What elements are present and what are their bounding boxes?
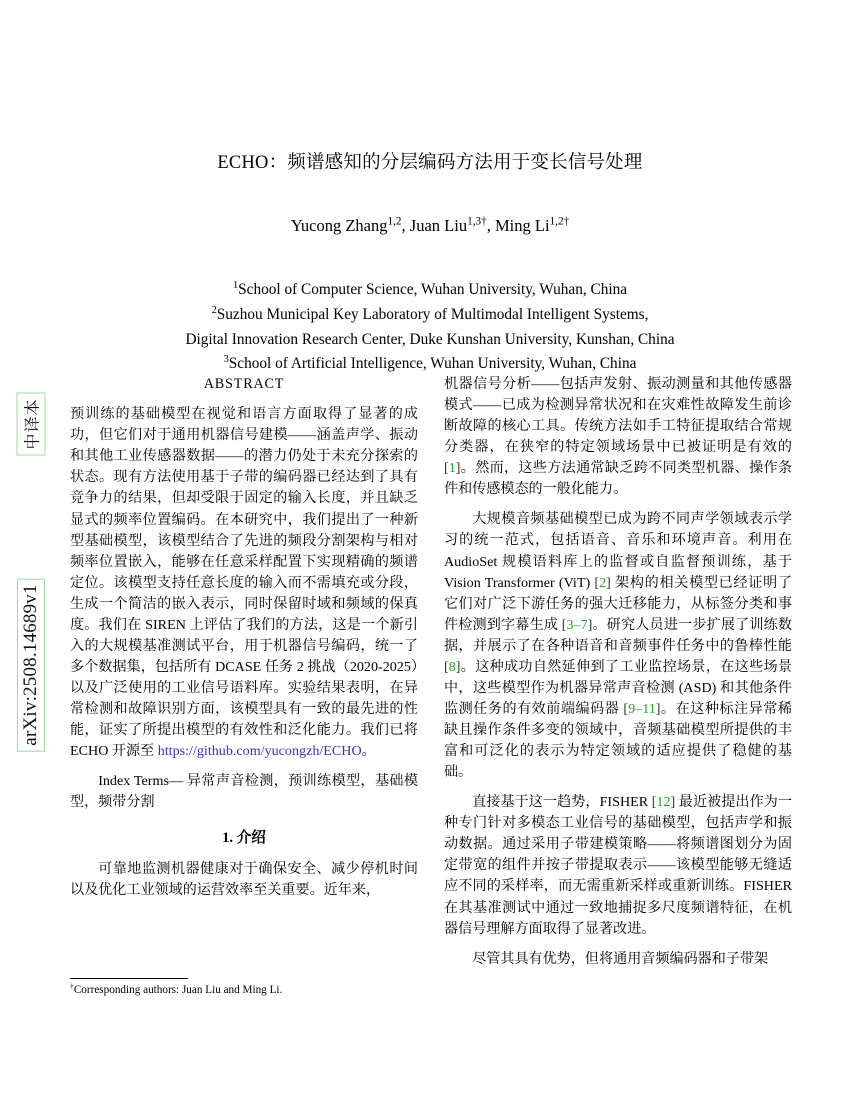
paper-header (70, 0, 790, 377)
right-paragraph-4: 尽管其具有优势，但将通用音频编码器和子带架 (472, 950, 769, 967)
paragraph-text: 架构的相关模型已经证明了它们对广泛下游任务的强大迁移能力，从标签分类和事件检测到字幕生成 (444, 574, 792, 633)
affiliation-block (70, 278, 790, 377)
right-paragraph-1 (444, 374, 792, 500)
translation-badge: 中译本 (17, 392, 46, 455)
paragraph-text: 直接基于这一趋势，FISHER (472, 794, 652, 811)
paragraph-text: 大规模音频基础模型已成为跨不同声学领域表示学习的统一范式，包括语音、音乐和环境声音。利用在 AudioSet 规模语料库上的监督或自监督预训练，基于 Vision Transformer (ViT) (444, 511, 792, 591)
citation-ref[interactable]: [3–7] (561, 616, 593, 633)
body-columns (70, 374, 792, 1034)
abstract-text: 预训练的基础模型在视觉和语言方面取得了显著的成功，但它们对于通用机器信号建模——涵盖声学、振动和其他工业传感器数据——的潜力仍处于未充分探索的状态。现有方法使用基于子带的编码器已经达到了具有竞争力的结果，但却受限于固定的输入长度，并且缺乏显式的频率位置编码。在本研究中，我们提出了一种新型基础模型，该模型结合了先进的频段分割架构与相对频率位置嵌入，能够在任意采样配置下实现精确的频谱定位。该模型支持任意长度的输入而不需填充或分段，生成一个简洁的嵌入表示，同时保留时域和频域的保真度。我们在 SIREN 上评估了我们的方法，这是一个新引入的大规模基准测试平台，用于机器信号编码，统一了多个数据集，包括所有 DCASE 任务 2 挑战（2020-2025）以及广泛使用的工业信号语料库。实验结果表明，在异常检测和故障识别方面，该模型具有一致的最先进的性能，证实了所提出模型的有效性和泛化能力。我们已将 ECHO 开源至 (70, 406, 418, 760)
arxiv-id-badge[interactable]: arXiv:2508.14689v1 (17, 578, 45, 751)
affiliation-marker: 1 (232, 279, 239, 291)
paper-title-text: ECHO：频谱感知的分层编码方法用于变长信号处理 (217, 153, 643, 173)
abstract-heading: ABSTRACT (203, 376, 285, 392)
paragraph-text: 。然而，这些方法通常缺乏跨不同类型机器、操作条件和传感模态的一般化能力。 (444, 460, 792, 498)
affiliation-line: $^2$Suzhou Municipal Key Laboratory of Multimodal Intelligent Systems, (211, 304, 649, 323)
index-terms-label: Index Terms— (98, 773, 184, 790)
left-column (70, 374, 418, 901)
citation-ref[interactable]: [1] (444, 460, 461, 477)
footnote-divider (70, 978, 188, 979)
abstract-paragraph (70, 404, 418, 762)
citation-number: 9–11 (628, 700, 656, 717)
author-list: Yucong Zhang$^{1,2}$, Juan Liu$^{1,3\dagger}$, Ming $Li^{1,2\dagger}$ (290, 215, 570, 235)
author-affil-marker: 1,3† (467, 215, 487, 228)
citation-number: 12 (656, 794, 671, 811)
citation-ref[interactable]: [8] (444, 658, 461, 675)
citation-ref[interactable]: [2] (594, 574, 611, 591)
paragraph-text: 。这种成功自然延伸到了工业监控场景，在这些场景中，这些模型作为机器异常声音检测 (ASD) 和其他条件监测任务的有效前端编码器 (444, 658, 792, 717)
citation-number: 3–7 (566, 616, 588, 633)
paragraph-text: 机器信号分析——包括声发射、振动测量和其他传感器模式——已成为检测异常状况和在灾难性故障发生前诊断故障的核心工具。传统方法如手工特征提取结合常规分类器，在狭窄的特定领域场景中已被证明是有效的 (444, 376, 792, 456)
author-affil-marker: 1,2† (549, 215, 570, 228)
affiliation-line: $^1$School of Computer Science, Wuhan University, Wuhan, China (232, 279, 628, 298)
paragraph-text: 最近被提出作为一种专门针对多模态工业信号的基础模型，包括声学和振动数据。通过采用子带建模策略——将频谱图划分为固定带宽的组件并按子带提取表示——该模型能够无缝适应不同的采样率，而无需重新采样或重新训练。FISHER 在其基准测试中通过一致地捕捉多尺度频谱特征，在机器信号理解方面取得了显著改进。 (444, 794, 792, 937)
arxiv-sidebar-stamp (0, 0, 62, 1100)
abstract-text-tail: 。 (361, 743, 376, 760)
right-paragraph-2 (444, 509, 792, 783)
footnote-block (70, 978, 418, 998)
paragraph-text: 。研究人员进一步扩展了训练数据，并展示了在各种语音和音频事件任务中的鲁棒性能 (444, 616, 793, 654)
right-column (444, 374, 792, 970)
citation-number: 2 (599, 574, 607, 591)
section-1-heading: 1. 介绍 (222, 830, 266, 847)
affiliation-marker: 2 (211, 304, 217, 316)
right-paragraph-3 (444, 792, 792, 939)
index-terms (70, 771, 418, 813)
footnote-text (70, 983, 418, 998)
footnote-content: Corresponding authors: Juan Liu and Ming Li. (73, 984, 283, 996)
affiliation-marker: 3 (223, 354, 229, 366)
footnote-marker: † (70, 981, 74, 991)
page-title (70, 148, 790, 174)
citation-number: 1 (448, 460, 456, 477)
index-terms-value: 异常声音检测，预训练模型，基础模型，频带分割 (70, 773, 418, 811)
section-1-paragraph: 可靠地监测机器健康对于确保安全、减少停机时间以及优化工业领域的运营效率至关重要。近年来， (70, 861, 418, 899)
citation-number: 8 (448, 658, 456, 675)
affiliation-line: $^3$School of Artificial Intelligence, Wuhan University, Wuhan, China (223, 354, 637, 373)
citation-ref[interactable]: [9–11] (623, 700, 661, 717)
citation-ref[interactable]: [12] (651, 794, 676, 811)
author-affil-marker: 1,2 (387, 215, 402, 228)
affiliation-line: Digital Innovation Research Center, Duke Kunshan University, Kunshan, China (185, 330, 675, 348)
paragraph-text: 。在这种标注异常稀缺且操作条件多变的领域中，音频基础模型所提供的丰富和可泛化的表示为特定领域的适应提供了稳健的基础。 (444, 700, 792, 781)
repo-link[interactable]: https://github.com/yucongzh/ECHO (157, 743, 362, 760)
